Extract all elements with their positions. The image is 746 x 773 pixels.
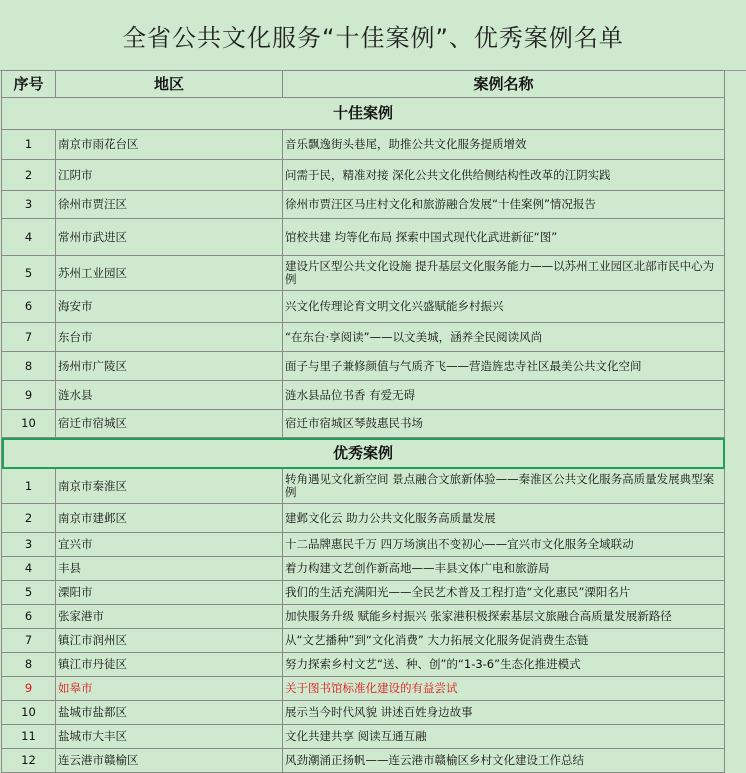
cell-region[interactable]: 张家港市	[56, 605, 283, 629]
cell-region[interactable]: 宿迁市宿城区	[56, 410, 283, 438]
section-title-excellent[interactable]: 优秀案例	[2, 438, 725, 469]
cell-case-name[interactable]: 转角遇见文化新空间 景点融合文旅新体验——秦淮区公共文化服务高质量发展典型案例	[283, 469, 725, 504]
cell-region[interactable]: 常州市武进区	[56, 219, 283, 256]
cell-index[interactable]: 4	[2, 219, 56, 256]
cell-region[interactable]: 溧阳市	[56, 581, 283, 605]
cell-index[interactable]: 11	[2, 725, 56, 749]
cell-case-name[interactable]: 加快服务升级 赋能乡村振兴 张家港积极探索基层文旅融合高质量发展新路径	[283, 605, 725, 629]
cell-index[interactable]: 10	[2, 410, 56, 438]
cell-case-name[interactable]: “在东台·享阅读”——以文美城，涵养全民阅读风尚	[283, 323, 725, 352]
cell-index[interactable]: 2	[2, 504, 56, 533]
cell-case-name[interactable]: 关于图书馆标准化建设的有益尝试	[283, 677, 725, 701]
table-row	[2, 410, 725, 438]
section-row	[2, 438, 725, 469]
table-row	[2, 160, 725, 191]
cell-index[interactable]: 6	[2, 291, 56, 323]
col-header-region[interactable]: 地区	[56, 71, 283, 98]
table-row	[2, 352, 725, 381]
cell-case-name[interactable]: 文化共建共享 阅读互通互融	[283, 725, 725, 749]
page-title: 全省公共文化服务“十佳案例”、优秀案例名单	[0, 0, 746, 71]
cell-index[interactable]: 9	[2, 677, 56, 701]
cell-region[interactable]: 苏州工业园区	[56, 256, 283, 291]
cell-case-name[interactable]: 音乐飘逸街头巷尾，助推公共文化服务提质增效	[283, 130, 725, 160]
cell-region[interactable]: 镇江市润州区	[56, 629, 283, 653]
cell-region[interactable]: 涟水县	[56, 381, 283, 410]
cell-index[interactable]: 4	[2, 557, 56, 581]
cell-index[interactable]: 1	[2, 130, 56, 160]
cell-case-name[interactable]: 着力构建文艺创作新高地——丰县文体广电和旅游局	[283, 557, 725, 581]
cell-case-name[interactable]: 馆校共建 均等化布局 探索中国式现代化武进新征“图”	[283, 219, 725, 256]
table-row	[2, 469, 725, 504]
table-row	[2, 256, 725, 291]
cell-case-name[interactable]: 徐州市贾汪区马庄村文化和旅游融合发展“十佳案例”情况报告	[283, 191, 725, 219]
cell-case-name[interactable]: 努力探索乡村文艺“送、种、创”的“1-3-6”生态化推进模式	[283, 653, 725, 677]
table-row	[2, 291, 725, 323]
cell-index[interactable]: 9	[2, 381, 56, 410]
cell-index[interactable]: 10	[2, 701, 56, 725]
cell-region[interactable]: 南京市建邺区	[56, 504, 283, 533]
cell-region[interactable]: 徐州市贾汪区	[56, 191, 283, 219]
table-row	[2, 749, 725, 773]
cell-index[interactable]: 3	[2, 191, 56, 219]
table-row	[2, 701, 725, 725]
cell-index[interactable]: 8	[2, 352, 56, 381]
cell-index[interactable]: 6	[2, 605, 56, 629]
cell-index[interactable]: 8	[2, 653, 56, 677]
case-table	[1, 70, 725, 773]
cell-region[interactable]: 江阴市	[56, 160, 283, 191]
cell-case-name[interactable]: 涟水县品位书香 有爱无碍	[283, 381, 725, 410]
cell-region[interactable]: 东台市	[56, 323, 283, 352]
table-row	[2, 629, 725, 653]
table-row-highlighted	[2, 677, 725, 701]
cell-case-name[interactable]: 建邺文化云 助力公共文化服务高质量发展	[283, 504, 725, 533]
cell-case-name[interactable]: 展示当今时代风貌 讲述百姓身边故事	[283, 701, 725, 725]
cell-case-name[interactable]: 从“文艺播种”到“文化消费” 大力拓展文化服务促消费生态链	[283, 629, 725, 653]
table-row	[2, 130, 725, 160]
cell-case-name[interactable]: 问需于民，精准对接 深化公共文化供给侧结构性改革的江阴实践	[283, 160, 725, 191]
cell-region[interactable]: 南京市秦淮区	[56, 469, 283, 504]
cell-region[interactable]: 连云港市赣榆区	[56, 749, 283, 773]
table-row	[2, 581, 725, 605]
cell-case-name[interactable]: 兴文化传理论育文明文化兴盛赋能乡村振兴	[283, 291, 725, 323]
section-row	[2, 98, 725, 130]
cell-index[interactable]: 2	[2, 160, 56, 191]
table-row	[2, 605, 725, 629]
cell-region[interactable]: 南京市雨花台区	[56, 130, 283, 160]
cell-index[interactable]: 5	[2, 256, 56, 291]
table-row	[2, 725, 725, 749]
cell-case-name[interactable]: 建设片区型公共文化设施 提升基层文化服务能力——以苏州工业园区北部市民中心为例	[283, 256, 725, 291]
table-row	[2, 219, 725, 256]
cell-index[interactable]: 1	[2, 469, 56, 504]
cell-region[interactable]: 如皋市	[56, 677, 283, 701]
cell-region[interactable]: 海安市	[56, 291, 283, 323]
col-header-index[interactable]: 序号	[2, 71, 56, 98]
header-row	[2, 71, 725, 98]
cell-region[interactable]: 盐城市大丰区	[56, 725, 283, 749]
cell-case-name[interactable]: 我们的生活充满阳光——全民艺术普及工程打造“文化惠民”溧阳名片	[283, 581, 725, 605]
table-row	[2, 323, 725, 352]
table-row	[2, 557, 725, 581]
cell-case-name[interactable]: 面子与里子兼修颜值与气质齐飞——营造旌忠寺社区最美公共文化空间	[283, 352, 725, 381]
cell-region[interactable]: 盐城市盐都区	[56, 701, 283, 725]
table-row	[2, 653, 725, 677]
cell-case-name[interactable]: 风劲潮涌正扬帆——连云港市赣榆区乡村文化建设工作总结	[283, 749, 725, 773]
cell-index[interactable]: 3	[2, 533, 56, 557]
col-header-case-name[interactable]: 案例名称	[283, 71, 725, 98]
cell-region[interactable]: 扬州市广陵区	[56, 352, 283, 381]
table-row	[2, 533, 725, 557]
cell-case-name[interactable]: 十二品牌惠民千万 四万场演出不变初心——宜兴市文化服务全域联动	[283, 533, 725, 557]
cell-region[interactable]: 丰县	[56, 557, 283, 581]
section-title-top-ten[interactable]: 十佳案例	[2, 98, 725, 130]
table-row	[2, 191, 725, 219]
cell-index[interactable]: 5	[2, 581, 56, 605]
cell-region[interactable]: 宜兴市	[56, 533, 283, 557]
cell-case-name[interactable]: 宿迁市宿城区琴鼓惠民书场	[283, 410, 725, 438]
table-row	[2, 381, 725, 410]
cell-region[interactable]: 镇江市丹徒区	[56, 653, 283, 677]
cell-index[interactable]: 7	[2, 323, 56, 352]
cell-index[interactable]: 7	[2, 629, 56, 653]
cell-index[interactable]: 12	[2, 749, 56, 773]
table-row	[2, 504, 725, 533]
